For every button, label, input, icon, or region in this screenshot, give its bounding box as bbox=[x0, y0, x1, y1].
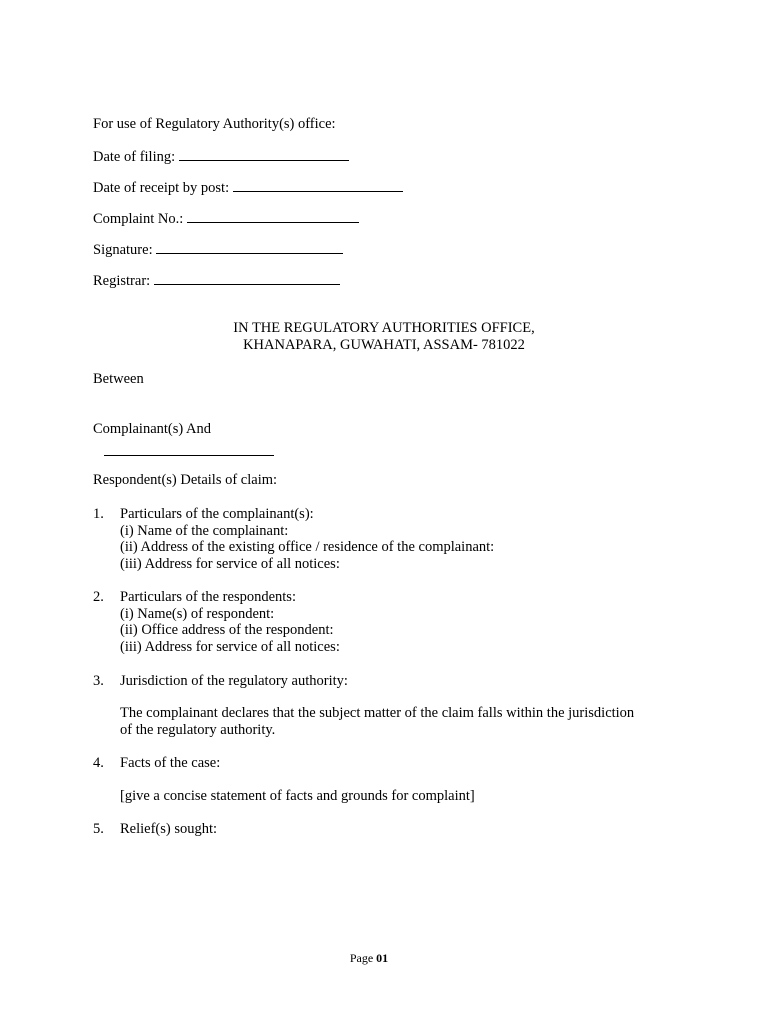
page-number: 01 bbox=[376, 951, 389, 965]
complaint-no-blank[interactable] bbox=[187, 209, 359, 223]
date-of-filing-row bbox=[93, 147, 349, 166]
date-of-receipt-blank[interactable] bbox=[233, 178, 403, 192]
item-2-block bbox=[120, 589, 340, 655]
respondent-details-label: Respondent(s) Details of claim: bbox=[93, 472, 278, 488]
registrar-label: Registrar: bbox=[93, 273, 151, 289]
party-name-blank[interactable] bbox=[104, 441, 274, 456]
item-2-title: Particulars of the respondents: bbox=[120, 589, 296, 605]
signature-label: Signature: bbox=[93, 242, 153, 258]
item-1-line-1: (i) Name of the complainant: bbox=[120, 522, 289, 539]
office-use-heading: For use of Regulatory Authority(s) office: bbox=[93, 116, 336, 132]
date-of-receipt-label: Date of receipt by post: bbox=[93, 180, 230, 196]
item-3-paragraph bbox=[120, 705, 634, 738]
registrar-blank[interactable] bbox=[154, 271, 340, 285]
date-of-receipt-row bbox=[93, 178, 403, 197]
item-1-line-2: (ii) Address of the existing office / residence of the complainant: bbox=[120, 539, 495, 555]
item-1-number: 1. bbox=[93, 506, 104, 522]
complaint-no-label: Complaint No.: bbox=[93, 211, 184, 227]
item-1-block bbox=[120, 506, 494, 572]
item-5-title: Relief(s) sought: bbox=[120, 821, 218, 837]
item-2-line-1: (i) Name(s) of respondent: bbox=[120, 605, 275, 622]
date-of-filing-blank[interactable] bbox=[179, 147, 349, 161]
item-4-title: Facts of the case: bbox=[120, 755, 221, 771]
complainant-and-label: Complainant(s) And bbox=[93, 421, 212, 437]
item-1-line-3: (iii) Address for service of all notices: bbox=[120, 555, 340, 572]
court-heading-line2: KHANAPARA, GUWAHATI, ASSAM- 781022 bbox=[243, 337, 525, 353]
between-label: Between bbox=[93, 371, 144, 387]
complaint-no-row bbox=[93, 209, 359, 228]
item-2-number: 2. bbox=[93, 589, 104, 605]
date-of-filing-label: Date of filing: bbox=[93, 149, 176, 165]
item-3-paragraph-line-1: The complainant declares that the subject matter of the claim falls within the jurisdiction bbox=[120, 705, 635, 721]
item-4-paragraph: [give a concise statement of facts and grounds for complaint] bbox=[120, 788, 475, 804]
registrar-row bbox=[93, 271, 340, 290]
page-footer bbox=[0, 951, 738, 965]
item-2-line-2: (ii) Office address of the respondent: bbox=[120, 622, 334, 638]
signature-row bbox=[93, 240, 343, 259]
item-3-title: Jurisdiction of the regulatory authority: bbox=[120, 673, 348, 689]
page-label: Page bbox=[349, 951, 374, 965]
item-5-number: 5. bbox=[93, 821, 104, 837]
signature-blank[interactable] bbox=[156, 240, 343, 254]
item-3-number: 3. bbox=[93, 673, 104, 689]
item-4-number: 4. bbox=[93, 755, 104, 771]
item-2-line-3: (iii) Address for service of all notices: bbox=[120, 638, 340, 655]
court-heading-line1: IN THE REGULATORY AUTHORITIES OFFICE, bbox=[233, 320, 535, 336]
item-3-paragraph-line-2: of the regulatory authority. bbox=[120, 721, 276, 738]
item-1-title: Particulars of the complainant(s): bbox=[120, 506, 314, 522]
